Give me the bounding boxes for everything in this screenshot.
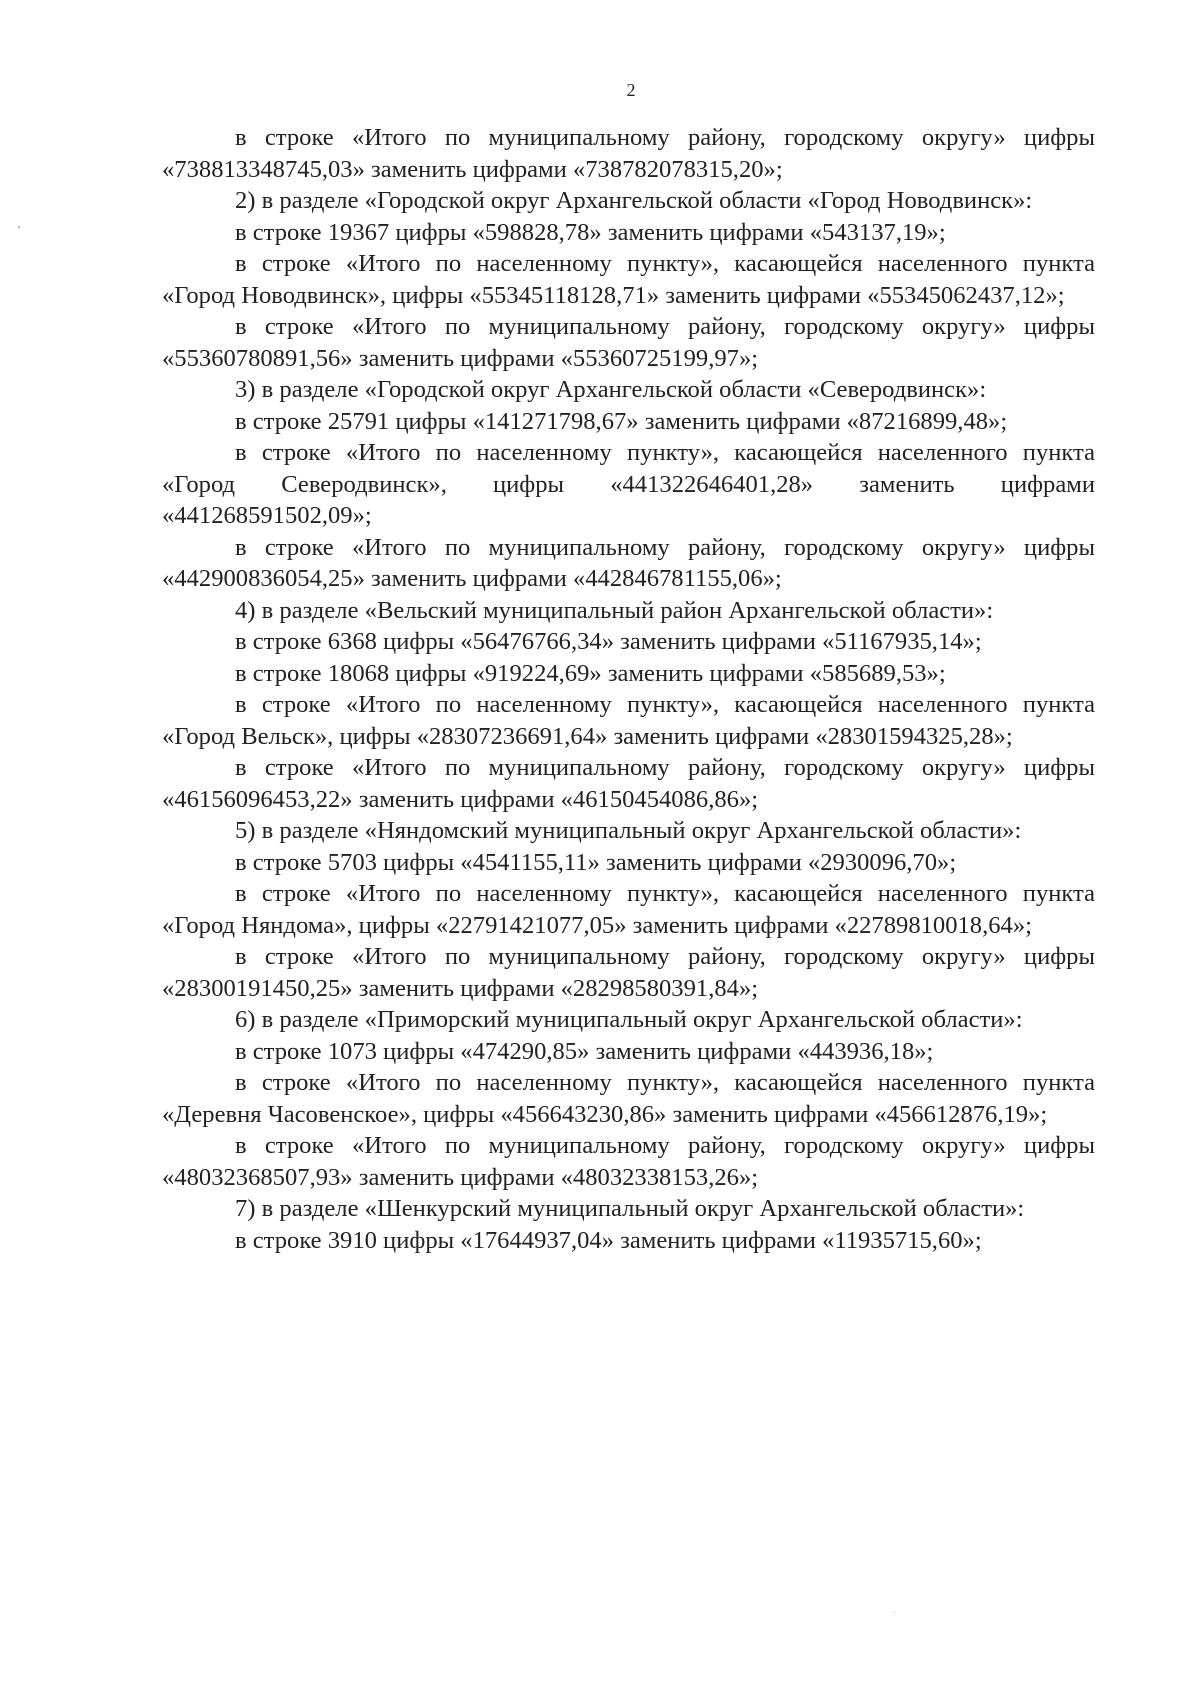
- paragraph: в строке «Итого по муниципальному району, городскому округу» цифры «48032368507,93» заменить цифрами «48032338153,26»;: [162, 1132, 1095, 1191]
- section-heading: 7) в разделе «Шенкурский муниципальный округ Архангельской области»:: [235, 1195, 1025, 1222]
- section-heading: 5) в разделе «Няндомский муниципальный округ Архангельской области»:: [235, 817, 1022, 844]
- paragraph: в строке «Итого по населенному пункту», касающейся населенного пункта «Город Северодвинск», цифры «441322646401,28» заменить цифрами «441268591502,09»;: [162, 439, 1095, 529]
- page-number: 2: [626, 80, 636, 100]
- paragraph: в строке 25791 цифры «141271798,67» заменить цифрами «87216899,48»;: [235, 407, 1008, 435]
- paragraph: в строке «Итого по муниципальному району, городскому округу» цифры «28300191450,25» заменить цифрами «28298580391,84»;: [162, 943, 1095, 1002]
- section-heading: 4) в разделе «Вельский муниципальный район Архангельской области»:: [235, 596, 994, 624]
- paragraph: в строке «Итого по населенному пункту», касающейся населенного пункта «Город Вельск», цифры «28307236691,64» заменить цифрами «28301594325,28»;: [162, 691, 1095, 750]
- paragraph: в строке 19367 цифры «598828,78» заменить цифрами «543137,19»;: [235, 218, 946, 246]
- paragraph: в строке 6368 цифры «56476766,34» заменить цифрами «51167935,14»;: [235, 628, 982, 655]
- paragraph: в строке 3910 цифры «17644937,04» заменить цифрами «11935715,60»;: [235, 1226, 982, 1254]
- paragraph: в строке «Итого по муниципальному району, городскому округу» цифры «738813348745,03» заменить цифрами «738782078315,20»;: [162, 124, 1095, 183]
- paragraph: в строке 5703 цифры «4541155,11» заменить цифрами «2930096,70»;: [235, 848, 957, 876]
- paragraph: в строке «Итого по муниципальному району, городскому округу» цифры «55360780891,56» заменить цифрами «55360725199,97»;: [162, 313, 1095, 372]
- paragraph: в строке «Итого по населенному пункту», касающейся населенного пункта «Город Няндома», цифры «22791421077,05» заменить цифрами «22789810018,64»;: [162, 880, 1095, 939]
- paragraph: в строке 18068 цифры «919224,69» заменить цифрами «585689,53»;: [235, 659, 946, 687]
- section-heading: 2) в разделе «Городской округ Архангельской области «Город Новодвинск»:: [235, 187, 1033, 214]
- section-heading: 6) в разделе «Приморский муниципальный округ Архангельской области»:: [235, 1006, 1023, 1033]
- paragraph: в строке «Итого по муниципальному району, городскому округу» цифры «442900836054,25» заменить цифрами «442846781155,06»;: [162, 533, 1095, 592]
- paragraph: в строке «Итого по муниципальному району, городскому округу» цифры «46156096453,22» заменить цифрами «46150454086,86»;: [162, 754, 1095, 813]
- scan-speck: [893, 1612, 895, 1613]
- scan-speck: [18, 226, 20, 228]
- document-body: [162, 122, 1095, 1256]
- paragraph: в строке «Итого по населенному пункту», касающейся населенного пункта «Деревня Часовенское», цифры «456643230,86» заменить цифрами «456612876,19»;: [162, 1069, 1095, 1128]
- paragraph: в строке «Итого по населенному пункту», касающейся населенного пункта «Город Новодвинск», цифры «55345118128,71» заменить цифрами «55345062437,12»;: [162, 250, 1095, 309]
- paragraph: в строке 1073 цифры «474290,85» заменить цифрами «443936,18»;: [235, 1037, 934, 1065]
- section-heading: 3) в разделе «Городской округ Архангельской области «Северодвинск»:: [235, 376, 987, 403]
